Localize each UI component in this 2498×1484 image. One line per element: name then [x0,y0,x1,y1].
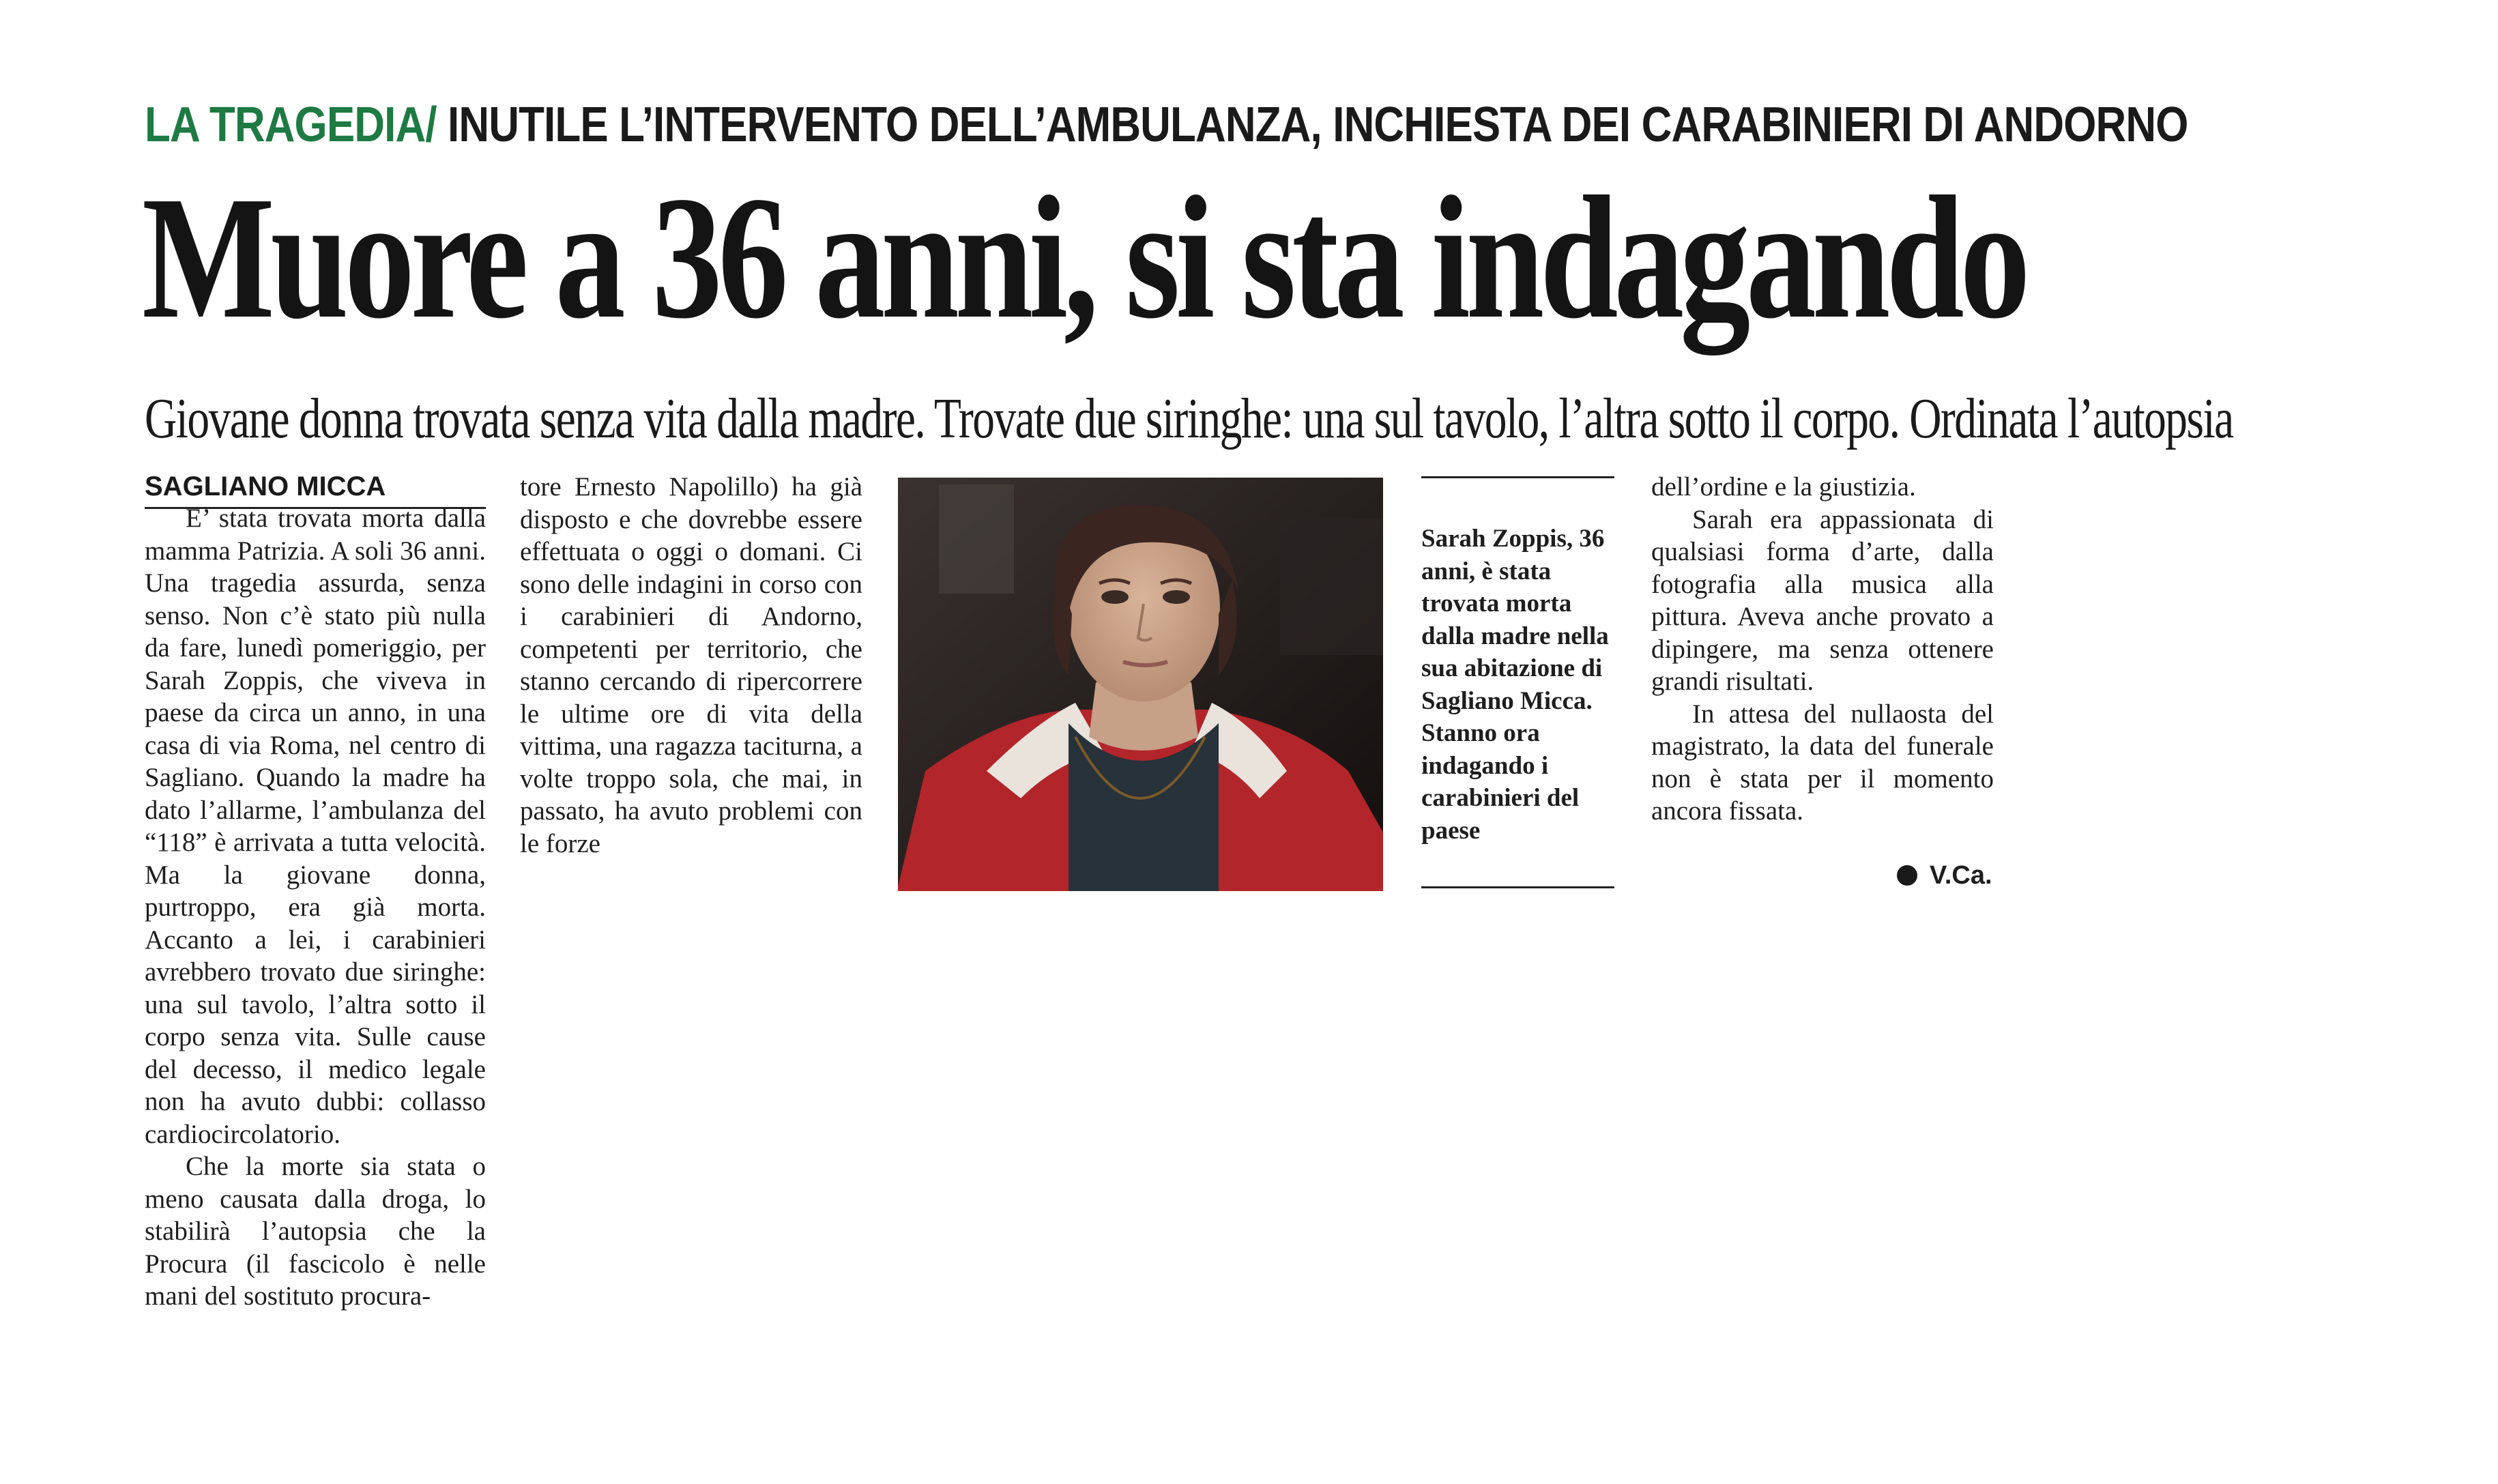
kicker [145,97,2188,153]
kicker-label: LA TRAGEDIA/ [145,98,437,152]
photo-caption: Sarah Zoppis, 36 anni, è stata trovata morta dalla madre nella sua abitazione di Sagliano Micca. Stanno ora indagando i carabinieri del paese [1421,525,1609,845]
author-initials: V.Ca. [1930,861,1992,890]
article-paragraph: Sarah era appassionata di qualsiasi forma d’arte, dalla fotografia alla musica alla pittura. Aveva anche provato a dipingere, ma senza ottenere grandi risultati. [1651,504,1994,696]
headline: Muore a 36 anni, si sta indagando [142,160,2027,355]
portrait-illustration [898,478,1383,891]
article-paragraph: Che la morte sia stata o meno causata dalla droga, lo stabilirà l’autopsia che la Procura (il fascicolo è nelle mani del sostituto procura- [145,1152,486,1311]
article-paragraph: In attesa del nullaosta del magistrato, la data del funerale non è stata per il momento ancora fissata. [1651,699,1994,826]
article-column-1 [145,502,486,1313]
article-paragraph: dell’ordine e la giustizia. [1651,472,1916,501]
article-column-4 [1651,471,1994,828]
kicker-text: INUTILE L’INTERVENTO DELL’AMBULANZA, INCHIESTA DEI CARABINIERI DI ANDORNO [436,98,2188,152]
subheadline: Giovane donna trovata senza vita dalla madre. Trovate due siringhe: una sul tavolo, l’altra sotto il corpo. Ordinata l’autopsia [145,387,2233,450]
portrait-photo [898,478,1383,891]
article-paragraph: E’ stata trovata morta dalla mamma Patrizia. A soli 36 anni. Una tragedia assurda, senza senso. Non c’è stato più nulla da fare, lunedì pomeriggio, per Sarah Zoppis, che viveva in paese da circa un anno, in una casa di via Roma, nel centro di Sagliano. Quando la madre ha dato l’allarme, l’ambulanza del “118” è arrivata a tutta velocità. Ma la giovane donna, purtroppo, era già morta. Accanto a lei, i carabinieri avrebbero trovato due siringhe: una sul tavolo, l’altra sotto il corpo senza vita. Sulle cause del decesso, il medico legale non ha avuto dubbi: collasso cardiocircolatorio. [145,504,486,1149]
bullet-icon [1897,865,1917,886]
author-signature [1897,861,1992,890]
photo-caption-box [1421,476,1614,888]
dateline: SAGLIANO MICCA [145,473,486,509]
article-paragraph: tore Ernesto Napolillo) ha già disposto e che dovrebbe essere effettuata o oggi o domani. Ci sono delle indagini in corso con i carabinieri di Andorno, competenti per territorio, che stanno cercando di ripercorrere le ultime ore di vita della vittima, una ragazza taciturna, a volte troppo sola, che mai, in passato, ha avuto problemi con le forze [520,472,862,858]
article-column-2 [520,471,862,860]
